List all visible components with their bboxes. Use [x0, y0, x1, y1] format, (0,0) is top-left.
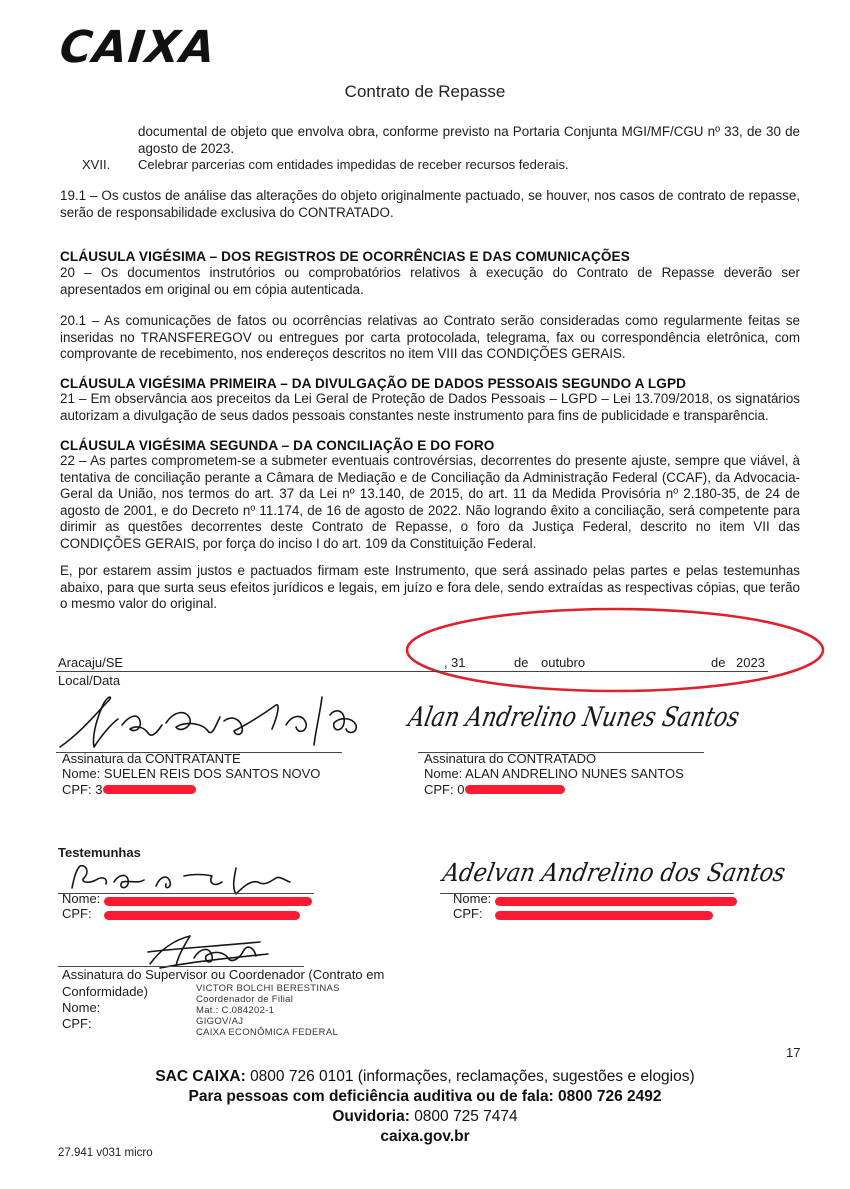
- date-de-2: de: [711, 655, 726, 670]
- date-day: 31: [451, 655, 466, 670]
- contratante-cpf-redaction: [103, 785, 196, 794]
- sac-label: SAC CAIXA:: [155, 1068, 246, 1085]
- stamp-line: Coordenador de Filial: [196, 994, 294, 1005]
- contratante-cpf: CPF: 3: [62, 782, 103, 797]
- witness-1-cpf: CPF:: [62, 906, 92, 921]
- date-comma: ,: [444, 655, 448, 670]
- date-highlight-ellipse: [400, 602, 832, 698]
- stamp-line: VICTOR BOLCHI BERESTINAS: [196, 983, 340, 994]
- page-number: 17: [786, 1045, 801, 1060]
- witness-1-name-redaction: [104, 897, 312, 906]
- supervisor-cpf-label: CPF:: [62, 1016, 92, 1031]
- document-title: Contrato de Repasse: [344, 82, 506, 101]
- contratado-name: Nome: ALAN ANDRELINO NUNES SANTOS: [424, 766, 684, 781]
- witness-1-name: Nome:: [62, 891, 101, 906]
- date-year: 2023: [736, 655, 765, 670]
- ouvidoria-number: 0800 725 7474: [414, 1108, 518, 1125]
- contratante-signature: [40, 685, 370, 755]
- caixa-logo: CAIXA: [57, 22, 219, 73]
- item-xvii-text: Celebrar parcerias com entidades impedidas de receber recursos federais.: [138, 157, 569, 172]
- supervisor-label-line-2: Conformidade): [62, 984, 148, 999]
- footer-sac: [0, 1068, 850, 1086]
- heading-clausula-vigesima: CLÁUSULA VIGÉSIMA – DOS REGISTROS DE OCORRÊNCIAS E DAS COMUNICAÇÕES: [60, 249, 630, 264]
- supervisor-name-label: Nome:: [62, 1000, 101, 1015]
- place-date-line: [56, 671, 768, 672]
- paragraph-22: 22 – As partes comprometem-se a submeter eventuais controvérsias, decorrentes do presente ajuste, sempre que viável, à tentativa de conciliação perante a Câmara de Mediação e de Conciliação da Administração Federal (CCAF), da Advocacia-Geral da União, nos termos do art. 37 da Lei nº 13.140, de 2015, do art. 11 da Medida Provisória nº 2.180-35, de 24 de agosto de 2001, e do Decreto nº 11.174, de 16 de agosto de 2022. Não logrando êxito a conciliação, será competente para dirimir as questões decorrentes deste Contrato de Repasse, o foro da Justiça Federal, descrito no item VII das CONDIÇÕES GERAIS, por força do inciso I do art. 109 da Constituição Federal.: [60, 453, 800, 551]
- continuation-text: documental de objeto que envolva obra, conforme previsto na Portaria Conjunta MGI/MF/CGU nº 33, de 30 de agosto de 2023.: [138, 124, 800, 156]
- place-date-label: Local/Data: [58, 673, 121, 688]
- contratado-label: Assinatura do CONTRATADO: [424, 751, 597, 766]
- witness-2-cpf: CPF:: [453, 906, 483, 921]
- paragraph-20-1: 20.1 – As comunicações de fatos ou ocorrências relativas ao Contrato serão consideradas como regularmente feitas se inseridas no TRANSFEREGOV ou entregues por carta protocolada, telegrama, fax ou correspondência eletrônica, com comprovante de recebimento, nos endereços descritos no item VIII das CONDIÇÕES GERAIS.: [60, 313, 800, 361]
- stamp-line: GIGOV/AJ: [196, 1016, 244, 1027]
- witnesses-title: Testemunhas: [58, 845, 141, 860]
- ouvidoria-label: Ouvidoria:: [332, 1108, 410, 1125]
- witness-2-signature: Adelvan Andrelino dos Santos: [440, 858, 788, 887]
- witness-1-signature: [64, 858, 314, 898]
- footer-code: 27.941 v031 micro: [58, 1147, 153, 1159]
- footer-site[interactable]: caixa.gov.br: [380, 1128, 470, 1145]
- supervisor-stamp: [196, 983, 340, 1038]
- contratante-label: Assinatura da CONTRATANTE: [62, 751, 241, 766]
- closing-paragraph: E, por estarem assim justos e pactuados firmam este Instrumento, que será assinado pelas partes e pelas testemunhas abaixo, para que surta seus efeitos jurídicos e legais, em juízo e fora dele, sendo extraídas as respectivas cópias, que terão o mesmo valor do original.: [60, 563, 800, 611]
- paragraph-21: 21 – Em observância aos preceitos da Lei Geral de Proteção de Dados Pessoais – LGPD – Lei 13.709/2018, os signatários autorizam a divulgação de seus dados pessoais constantes neste instrumento para fins de publicidade e transparência.: [60, 391, 800, 423]
- supervisor-label-line-1: Assinatura do Supervisor ou Coordenador (Contrato em: [62, 967, 385, 982]
- date-month: outubro: [541, 655, 586, 670]
- footer-pcd: Para pessoas com deficiência auditiva ou de fala: 0800 726 2492: [188, 1088, 662, 1105]
- place-city: Aracaju/SE: [58, 655, 124, 670]
- date-de-1: de: [514, 655, 529, 670]
- stamp-line: Mat.: C.084202-1: [196, 1005, 275, 1016]
- contratado-signature: Alan Andrelino Nunes Santos: [405, 702, 743, 733]
- footer-ouvidoria: [0, 1108, 850, 1126]
- item-xvii-number: XVII.: [82, 157, 111, 172]
- sac-text: 0800 726 0101 (informações, reclamações, sugestões e elogios): [250, 1068, 695, 1085]
- contratado-cpf: CPF: 0: [424, 782, 465, 797]
- stamp-line: CAIXA ECONÔMICA FEDERAL: [196, 1027, 339, 1038]
- witness-2-name-redaction: [495, 897, 737, 906]
- paragraph-19-1: 19.1 – Os custos de análise das alterações do objeto originalmente pactuado, se houver, nos casos de contrato de repasse, serão de responsabilidade exclusiva do CONTRATADO.: [60, 188, 800, 220]
- witness-2-name: Nome:: [453, 891, 492, 906]
- contratado-cpf-redaction: [465, 785, 565, 794]
- heading-clausula-vigesima-primeira: CLÁUSULA VIGÉSIMA PRIMEIRA – DA DIVULGAÇÃO DE DADOS PESSOAIS SEGUNDO A LGPD: [60, 376, 687, 391]
- heading-clausula-vigesima-segunda: CLÁUSULA VIGÉSIMA SEGUNDA – DA CONCILIAÇÃO E DO FORO: [60, 438, 495, 453]
- paragraph-20: 20 – Os documentos instrutórios ou comprobatórios relativos à execução do Contrato de Repasse deverão ser apresentados em original ou em cópia autenticada.: [60, 265, 800, 297]
- witness-2-cpf-redaction: [495, 911, 713, 920]
- witness-1-cpf-redaction: [104, 911, 300, 920]
- contratante-name: Nome: SUELEN REIS DOS SANTOS NOVO: [62, 766, 321, 781]
